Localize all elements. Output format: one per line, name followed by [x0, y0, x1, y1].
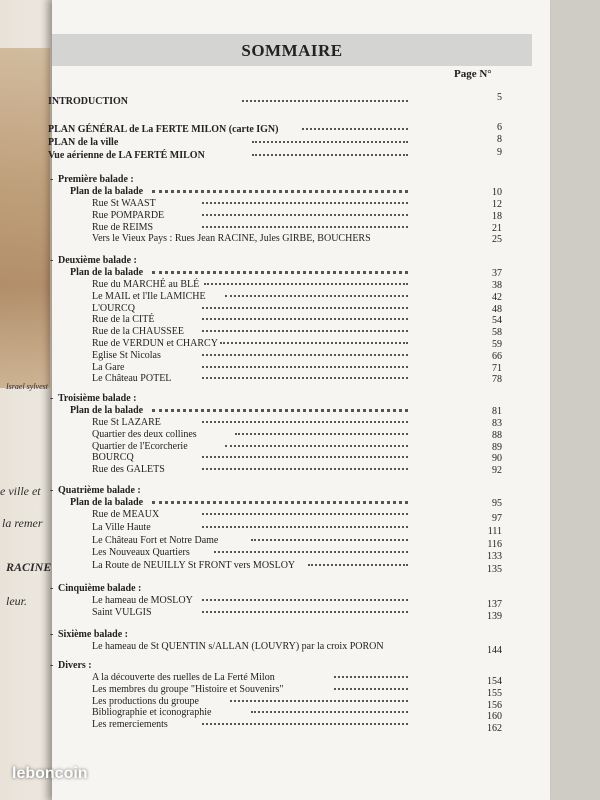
dot-leader — [152, 184, 408, 193]
page-number: 162 — [487, 723, 502, 734]
dot-leader — [302, 122, 408, 130]
dot-leader — [252, 148, 408, 156]
toc-entry: A la découverte des ruelles de La Ferté Milon — [92, 672, 275, 683]
toc-entry: Rue de la CHAUSSEE — [92, 326, 184, 337]
toc-entry: Rue des GALETS — [92, 464, 165, 475]
dot-leader — [202, 520, 408, 528]
page-number: 97 — [492, 513, 502, 524]
dot-leader — [230, 694, 408, 702]
toc-entry: Le hameau de MOSLOY — [92, 595, 193, 606]
watermark-logo: leboncoin — [12, 765, 88, 782]
page-number: 111 — [487, 526, 502, 537]
toc-entry: La Ville Haute — [92, 522, 151, 533]
page-number: 95 — [492, 498, 502, 509]
toc-entry: Les Nouveaux Quartiers — [92, 547, 190, 558]
page-number: 137 — [487, 599, 502, 610]
dot-leader — [251, 533, 408, 541]
section-bullet: - — [50, 255, 54, 266]
toc-entry: Rue du MARCHÉ au BLÉ — [92, 279, 200, 290]
page-number: 54 — [492, 315, 502, 326]
page-number: 25 — [492, 234, 502, 245]
engraving-caption: Israel sylvest — [6, 382, 48, 391]
toc-entry: Rue de MEAUX — [92, 509, 160, 520]
plan-entry: Plan de la balade — [70, 405, 144, 416]
page-number: 58 — [492, 327, 502, 338]
toc-entry: Les remerciements — [92, 719, 168, 730]
page-number: 116 — [487, 539, 502, 550]
toc-entry-intro: PLAN GÉNÉRAL de La FERTE MILON (carte IGN) — [48, 124, 279, 135]
page-number: 133 — [487, 551, 502, 562]
section-bullet: - — [50, 583, 54, 594]
background-right — [550, 0, 600, 800]
dot-leader — [152, 403, 408, 412]
engraving-image — [0, 48, 50, 388]
page-number: 18 — [492, 211, 502, 222]
dot-leader — [202, 324, 408, 332]
page-number: 78 — [492, 374, 502, 385]
dot-leader — [152, 495, 408, 504]
toc-entry: BOURCQ — [92, 452, 134, 463]
dot-leader — [202, 348, 408, 356]
section-heading: Première balade : — [58, 174, 134, 185]
plan-entry: Plan de la balade — [70, 186, 144, 197]
page-number: 59 — [492, 339, 502, 350]
dot-leader — [202, 593, 408, 601]
toc-entry-intro: PLAN de la ville — [48, 137, 119, 148]
dot-leader — [202, 415, 408, 423]
dot-leader — [334, 670, 408, 678]
toc-entry: Le hameau de St QUENTIN s/ALLAN (LOUVRY) par la croix PORON — [92, 641, 384, 652]
toc-entry-intro: INTRODUCTION — [48, 96, 129, 107]
page-number: 10 — [492, 187, 502, 198]
dot-leader — [225, 289, 408, 297]
page-number: 135 — [487, 564, 502, 575]
dot-leader — [202, 605, 408, 613]
dot-leader — [202, 301, 408, 309]
page-number: 154 — [487, 676, 502, 687]
section-bullet: - — [50, 629, 54, 640]
toc-entry: Le MAIL et l'Ile LAMICHE — [92, 291, 206, 302]
section-heading: Deuxième balade : — [58, 255, 137, 266]
dot-leader — [202, 450, 408, 458]
dot-leader — [202, 462, 408, 470]
toc-entry: Les membres du groupe "Histoire et Souvenirs" — [92, 684, 284, 695]
toc-entry: La Gare — [92, 362, 125, 373]
dot-leader — [204, 277, 408, 285]
page-number: 88 — [492, 430, 502, 441]
page-number: 144 — [487, 645, 502, 656]
toc-entry: Le Château Fort et Notre Dame — [92, 535, 219, 546]
dot-leader — [202, 371, 408, 379]
dot-leader — [214, 545, 408, 553]
page-number-header: Page N° — [454, 68, 492, 80]
page-number: 156 — [487, 700, 502, 711]
toc-entry: La Route de NEUILLY St FRONT vers MOSLOY — [92, 560, 296, 571]
page-number: 83 — [492, 418, 502, 429]
dot-leader — [308, 558, 408, 566]
handwriting-line: leur. — [6, 594, 27, 608]
page-number: 66 — [492, 351, 502, 362]
handwriting-line: la remer — [2, 516, 43, 530]
page-number: 42 — [492, 292, 502, 303]
section-heading: Troisième balade : — [58, 393, 137, 404]
toc-entry: Saint VULGIS — [92, 607, 152, 618]
dot-leader — [202, 208, 408, 216]
toc-entry: Rue St LAZARE — [92, 417, 161, 428]
page-number: 8 — [497, 134, 502, 145]
dot-leader — [242, 94, 408, 102]
toc-entry: Les productions du groupe — [92, 696, 199, 707]
dot-leader — [235, 427, 408, 435]
toc-entry: Rue de VERDUN et CHARCY — [92, 338, 218, 349]
toc-entry: Rue de la CITÉ — [92, 314, 155, 325]
toc-entry: L'OURCQ — [92, 303, 135, 314]
handwriting-line: e ville et — [0, 484, 41, 498]
page-number: 12 — [492, 199, 502, 210]
dot-leader — [334, 682, 408, 690]
toc-entry: Quartier des deux collines — [92, 429, 197, 440]
toc-entry: Vers le Vieux Pays : Rues Jean RACINE, Jules GIRBE, BOUCHERS — [92, 233, 371, 244]
page-number: 71 — [492, 363, 502, 374]
page-number: 37 — [492, 268, 502, 279]
section-bullet: - — [50, 174, 54, 185]
dot-leader — [202, 717, 408, 725]
dot-leader — [152, 265, 408, 274]
section-bullet: - — [50, 660, 54, 671]
plan-entry: Plan de la balade — [70, 267, 144, 278]
toc-entry: Le Château POTEL — [92, 373, 172, 384]
left-page — [0, 0, 56, 800]
toc-entry: Rue POMPARDE — [92, 210, 165, 221]
section-heading: Divers : — [58, 660, 92, 671]
toc-entry: Rue de REIMS — [92, 222, 154, 233]
page-title: SOMMAIRE — [241, 41, 343, 60]
dot-leader — [220, 336, 408, 344]
handwriting-line: RACINE — [6, 560, 52, 574]
plan-entry: Plan de la balade — [70, 497, 144, 508]
page-number: 160 — [487, 711, 502, 722]
section-heading: Quatrième balade : — [58, 485, 141, 496]
dot-leader — [202, 196, 408, 204]
toc-entry: Bibliographie et iconographie — [92, 707, 212, 718]
dot-leader — [202, 220, 408, 228]
dot-leader — [225, 439, 408, 447]
page-number: 92 — [492, 465, 502, 476]
toc-entry: Quartier de l'Ecorcherie — [92, 441, 188, 452]
dot-leader — [202, 507, 408, 515]
section-heading: Sixième balade : — [58, 629, 128, 640]
dot-leader — [202, 312, 408, 320]
toc-entry: Rue St WAAST — [92, 198, 156, 209]
page-number: 5 — [497, 92, 502, 103]
page-number: 6 — [497, 122, 502, 133]
page-number: 89 — [492, 442, 502, 453]
page-number: 81 — [492, 406, 502, 417]
dot-leader — [251, 705, 408, 713]
page-number: 9 — [497, 147, 502, 158]
page-number: 38 — [492, 280, 502, 291]
toc-entry: Eglise St Nicolas — [92, 350, 161, 361]
toc-entry-intro: Vue aérienne de LA FERTÉ MILON — [48, 150, 205, 161]
page-number: 21 — [492, 223, 502, 234]
section-bullet: - — [50, 393, 54, 404]
section-heading: Cinquième balade : — [58, 583, 142, 594]
page-number: 139 — [487, 611, 502, 622]
page-number: 48 — [492, 304, 502, 315]
page-number: 155 — [487, 688, 502, 699]
dot-leader — [252, 135, 408, 143]
page-number: 90 — [492, 453, 502, 464]
dot-leader — [202, 360, 408, 368]
section-bullet: - — [50, 485, 54, 496]
